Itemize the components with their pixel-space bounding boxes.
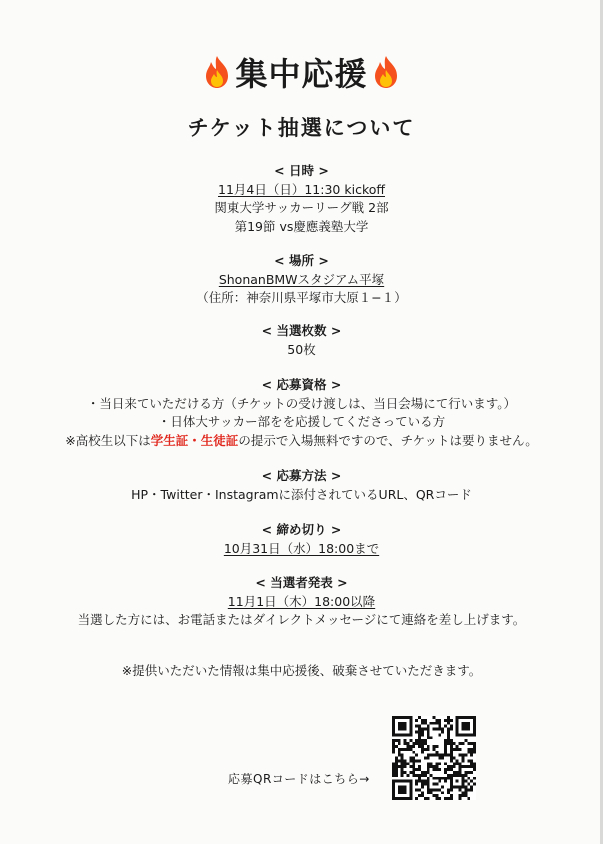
section-deadline <box>0 521 603 558</box>
section-eligibility <box>0 376 603 450</box>
qr-label: 応募QRコードはこちら→ <box>228 772 370 786</box>
highlight-separator: ・ <box>188 432 201 448</box>
page-subtitle: チケット抽選について <box>187 116 416 140</box>
announcement-date: 11月1日（木）18:00以降 <box>227 593 376 609</box>
section-heading: < 応募方法 > <box>261 468 342 483</box>
section-heading: < 日時 > <box>274 163 329 178</box>
application-method: HP・Twitter・Instagramに添付されているURL、QRコード <box>131 486 472 502</box>
match-datetime: 11月4日（日）11:30 kickoff <box>218 181 385 197</box>
note-text: の提示で入場無料ですので、チケットは要りません。 <box>238 432 538 448</box>
privacy-notice: ※提供いただいた情報は集中応援後、破棄させていただきます。 <box>121 663 482 678</box>
qr-code-icon[interactable] <box>392 716 476 800</box>
fire-icon <box>372 55 400 89</box>
pupil-id-highlight: 生徒証 <box>200 432 239 448</box>
page-title: 集中応援 <box>235 55 368 93</box>
venue-address: （住所：神奈川県平塚市大原１−１） <box>196 290 407 305</box>
section-heading: < 当選枚数 > <box>261 323 342 338</box>
section-venue <box>0 252 603 308</box>
section-datetime <box>0 162 603 236</box>
section-tickets <box>0 322 603 359</box>
section-heading: < 締め切り > <box>261 522 342 537</box>
title-row <box>0 50 603 94</box>
section-method <box>0 467 603 504</box>
section-heading: < 場所 > <box>274 253 329 268</box>
announcement-detail: 当選した方には、お電話またはダイレクトメッセージにて連絡を差し上げます。 <box>77 612 526 627</box>
fire-icon <box>203 55 231 89</box>
eligibility-item: ・日体大サッカー部をを応援してくださっている方 <box>157 414 446 429</box>
league-name: 関東大学サッカーリーグ戦 2部 <box>214 200 389 215</box>
section-heading: < 当選者発表 > <box>255 575 348 590</box>
matchday-opponent: 第19節 vs慶應義塾大学 <box>234 218 369 234</box>
section-announcement <box>0 574 603 630</box>
eligibility-item: ・当日来ていただける方（チケットの受け渡しは、当日会場にて行います。） <box>86 395 517 411</box>
student-id-highlight: 学生証 <box>150 432 189 448</box>
section-heading: < 応募資格 > <box>261 377 342 392</box>
ticket-count: 50枚 <box>287 341 316 357</box>
deadline-date: 10月31日（水）18:00まで <box>223 540 380 556</box>
eligibility-note <box>0 432 603 451</box>
venue-name: ShonanBMWスタジアム平塚 <box>218 271 385 287</box>
note-text: ※高校生以下は <box>65 432 151 448</box>
